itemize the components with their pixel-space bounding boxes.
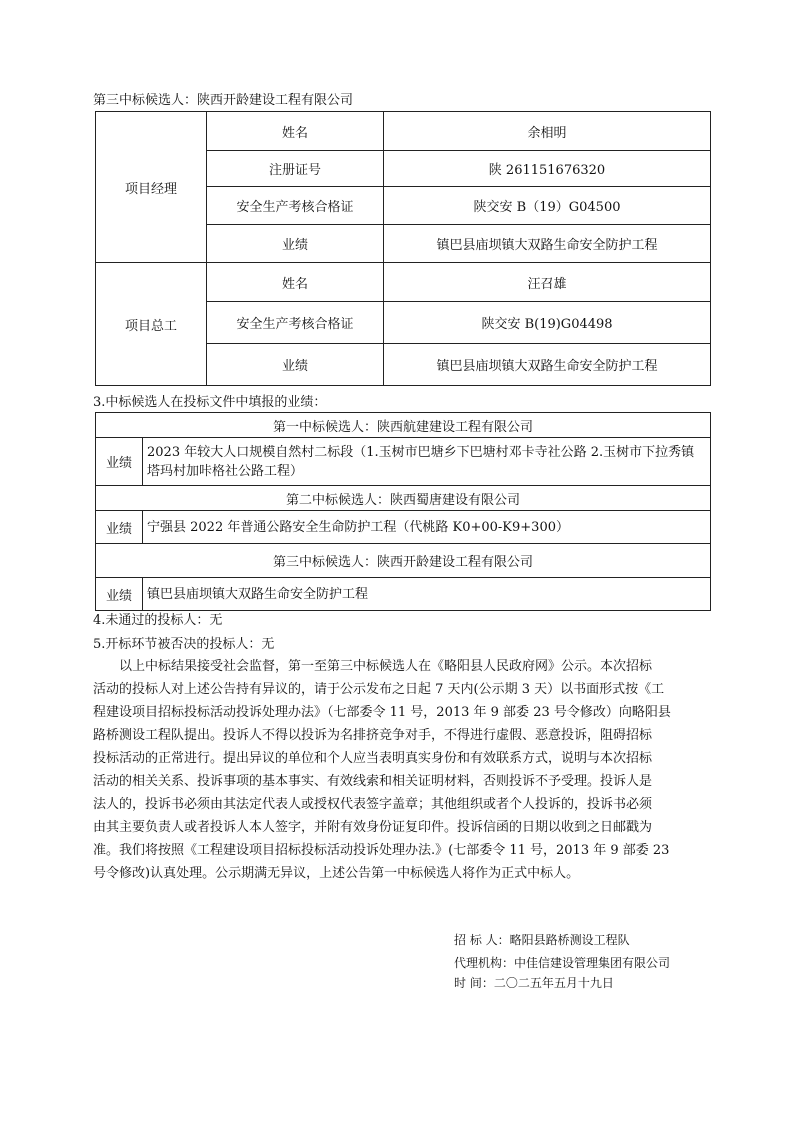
paragraph-line: 准。我们将按照《工程建设项目招标投标活动投诉处理办法.》(七部委令 11 号，2013 年 9 部委 23	[93, 843, 670, 858]
value-name: 余相明	[384, 112, 711, 151]
field-name: 姓名	[207, 263, 384, 302]
candidate3-performance: 镇巴县庙坝镇大双路生命安全防护工程	[143, 578, 711, 611]
group-label-project-manager: 项目经理	[96, 112, 207, 263]
value-safety-cert: 陕交安 B(19)G04498	[384, 302, 711, 344]
paragraph-line: 程建设项目招标投标活动投诉处理办法》（七部委令 11 号，2013 年 9 部委 23 号令修改）向略阳县	[93, 705, 671, 720]
candidate1-key: 业绩	[96, 438, 143, 486]
signature-agency: 代理机构：中佳信建设管理集团有限公司	[454, 956, 671, 970]
signature-tenderer: 招 标 人：略阳县路桥测设工程队	[454, 933, 630, 947]
paragraph-line: 投标活动的正常进行。提出异议的单位和个人应当表明真实身份和有效联系方式，说明与本次招标	[93, 751, 653, 766]
value-performance: 镇巴县庙坝镇大双路生命安全防护工程	[384, 344, 711, 386]
candidate3-key: 业绩	[96, 578, 143, 611]
paragraph-line: 法人的，投诉书必须由其法定代表人或授权代表签字盖章；其他组织或者个人投诉的，投诉书必须	[93, 797, 653, 812]
value-safety-cert: 陕交安 B（19）G04500	[384, 187, 711, 225]
paragraph-line: 活动的投标人对上述公告持有异议的，请于公示发布之日起 7 天内(公示期 3 天）以书面形式按《工	[93, 682, 665, 697]
group-label-chief-engineer: 项目总工	[96, 263, 207, 386]
candidate1-performance-line1: 2023 年较大人口规模自然村二标段（1.玉树市巴塘乡下巴塘村邓卡寺社公路 2.玉树市下拉秀镇	[147, 444, 695, 460]
item4-text: 4.未通过的投标人：无	[93, 613, 223, 628]
candidate2-key: 业绩	[96, 511, 143, 544]
candidate1-performance-line2: 塔玛村加咔格社公路工程）	[147, 463, 304, 479]
signature-date: 时 间：二〇二五年五月十九日	[454, 976, 614, 990]
field-name: 姓名	[207, 112, 384, 151]
performance-table	[95, 412, 711, 611]
value-name: 汪召雄	[384, 263, 711, 302]
item5-text: 5.开标环节被否决的投标人：无	[93, 637, 275, 652]
value-registration-no: 陕 261151676320	[384, 151, 711, 187]
field-performance: 业绩	[207, 225, 384, 263]
candidate1-performance	[143, 438, 711, 486]
notice-paragraph	[93, 655, 708, 885]
candidate1-header: 第一中标候选人：陕西航建建设工程有限公司	[96, 413, 711, 438]
paragraph-line: 路桥测设工程队提出。投诉人不得以投诉为名排挤竞争对手，不得进行虚假、恶意投诉，阻碍招标	[93, 728, 653, 743]
field-performance: 业绩	[207, 344, 384, 386]
paragraph-line: 以上中标结果接受社会监督，第一至第三中标候选人在《略阳县人民政府网》公示。本次招标	[93, 659, 653, 674]
candidate2-header: 第二中标候选人：陕西蜀唐建设有限公司	[96, 486, 711, 511]
paragraph-line: 由其主要负责人或者投诉人本人签字，并附有效身份证复印件。投诉信函的日期以收到之日邮戳为	[93, 820, 653, 835]
project-manager-table	[95, 111, 711, 386]
section3-heading: 第三中标候选人：陕西开龄建设工程有限公司	[93, 93, 354, 108]
paragraph-line: 号令修改)认真处理。公示期满无异议，上述公告第一中标候选人将作为正式中标人。	[93, 866, 580, 881]
value-performance: 镇巴县庙坝镇大双路生命安全防护工程	[384, 225, 711, 263]
candidate2-performance: 宁强县 2022 年普通公路安全生命防护工程（代桃路 K0+00-K9+300）	[143, 511, 711, 544]
field-registration-no: 注册证号	[207, 151, 384, 187]
field-safety-cert: 安全生产考核合格证	[207, 187, 384, 225]
paragraph-line: 活动的相关关系、投诉事项的基本事实、有效线索和相关证明材料，否则投诉不予受理。投诉人是	[93, 774, 653, 789]
item3-heading: 3.中标候选人在投标文件中填报的业绩：	[93, 395, 327, 410]
candidate3-header: 第三中标候选人：陕西开龄建设工程有限公司	[96, 544, 711, 578]
field-safety-cert: 安全生产考核合格证	[207, 302, 384, 344]
